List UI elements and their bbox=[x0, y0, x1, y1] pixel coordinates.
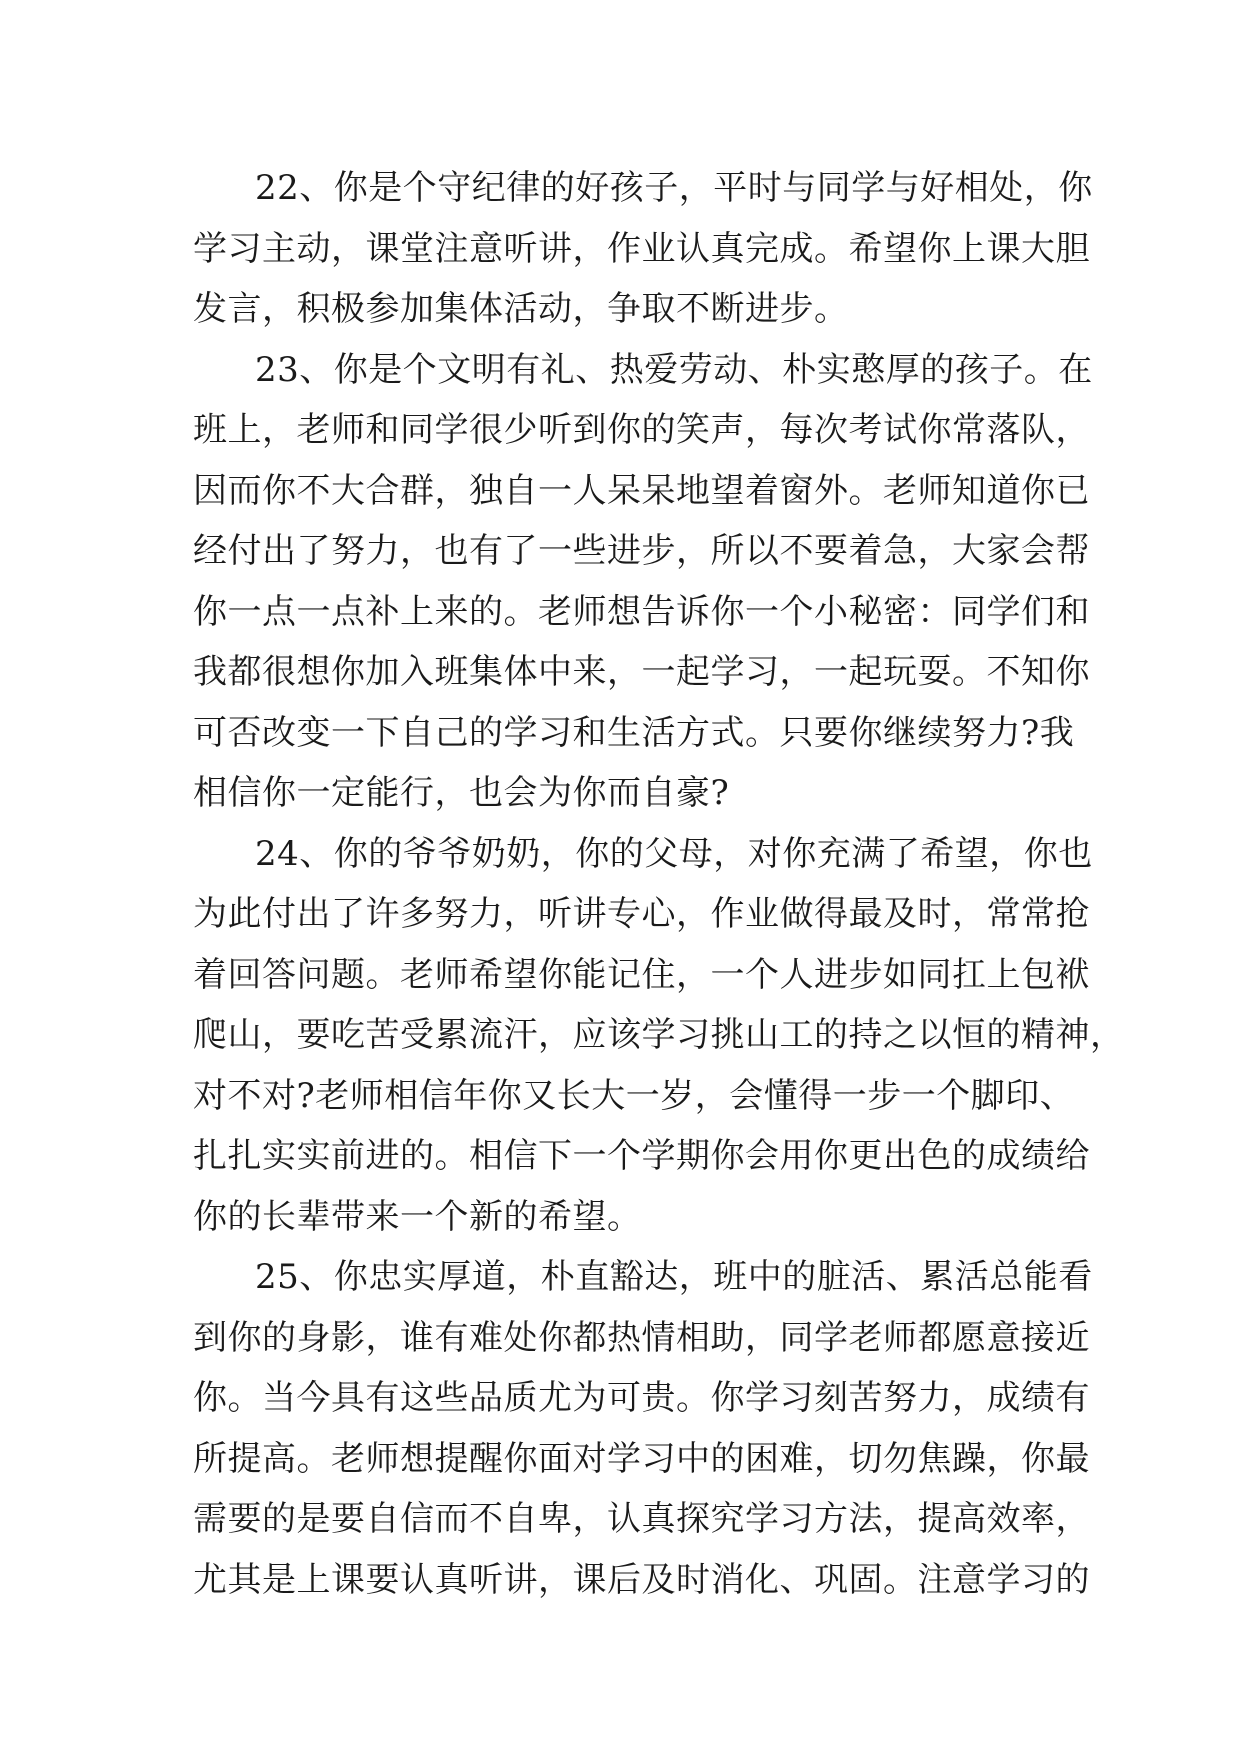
text-line: 22、你是个守纪律的好孩子，平时与同学与好相处，你 bbox=[255, 168, 1093, 208]
text-line: 着回答问题。老师希望你能记住，一个人进步如同扛上包袱 bbox=[193, 954, 1090, 995]
paragraph-23 bbox=[193, 340, 1093, 824]
text-line: 学习主动，课堂注意听讲，作业认真完成。希望你上课大胆 bbox=[193, 228, 1090, 269]
text-line: 23、你是个文明有礼、热爱劳动、朴实憨厚的孩子。在 bbox=[255, 349, 1093, 390]
text-line: 因而你不大合群，独自一人呆呆地望着窗外。老师知道你已 bbox=[193, 470, 1090, 511]
text-line: 所提高。老师想提醒你面对学习中的困难，切勿焦躁，你最 bbox=[193, 1438, 1090, 1479]
text-line: 25、你忠实厚道，朴直豁达，班中的脏活、累活总能看 bbox=[255, 1257, 1093, 1297]
text-line: 可否改变一下自己的学习和生活方式。只要你继续努力?我 bbox=[193, 712, 1075, 753]
text-line: 为此付出了许多努力，听讲专心，作业做得最及时，常常抢 bbox=[193, 894, 1090, 934]
text-line: 我都很想你加入班集体中来，一起学习，一起玩耍。不知你 bbox=[193, 652, 1090, 692]
text-line: 尤其是上课要认真听讲，课后及时消化、巩固。注意学习的 bbox=[193, 1559, 1090, 1600]
text-line: 对不对?老师相信年你又长大一岁，会懂得一步一个脚印、 bbox=[193, 1075, 1075, 1116]
text-line: 到你的身影，谁有难处你都热情相助，同学老师都愿意接近 bbox=[193, 1317, 1090, 1358]
text-line: 你。当今具有这些品质尤为可贵。你学习刻苦努力，成绩有 bbox=[193, 1378, 1090, 1418]
text-line: 班上，老师和同学很少听到你的笑声，每次考试你常落队， bbox=[193, 410, 1090, 450]
text-line: 经付出了努力，也有了一些进步，所以不要着急，大家会帮 bbox=[193, 531, 1090, 571]
paragraph-25 bbox=[193, 1247, 1093, 1610]
text-line: 你一点一点补上来的。老师想告诉你一个小秘密：同学们和 bbox=[193, 591, 1090, 632]
text-line: 发言，积极参加集体活动，争取不断进步。 bbox=[193, 289, 849, 329]
text-line: 你的长辈带来一个新的希望。 bbox=[193, 1196, 642, 1237]
paragraph-22 bbox=[193, 158, 1093, 340]
text-line: 需要的是要自信而不自卑，认真探究学习方法，提高效率， bbox=[193, 1499, 1090, 1539]
document-page bbox=[193, 158, 1125, 1610]
text-line: 扎扎实实前进的。相信下一个学期你会用你更出色的成绩给 bbox=[193, 1136, 1090, 1176]
text-line: 相信你一定能行，也会为你而自豪? bbox=[193, 773, 730, 813]
text-line: 24、你的爷爷奶奶，你的父母，对你充满了希望，你也 bbox=[255, 833, 1093, 874]
text-line: 爬山，要吃苦受累流汗，应该学习挑山工的持之以恒的精神， bbox=[193, 1015, 1125, 1055]
paragraph-24 bbox=[193, 824, 1125, 1248]
